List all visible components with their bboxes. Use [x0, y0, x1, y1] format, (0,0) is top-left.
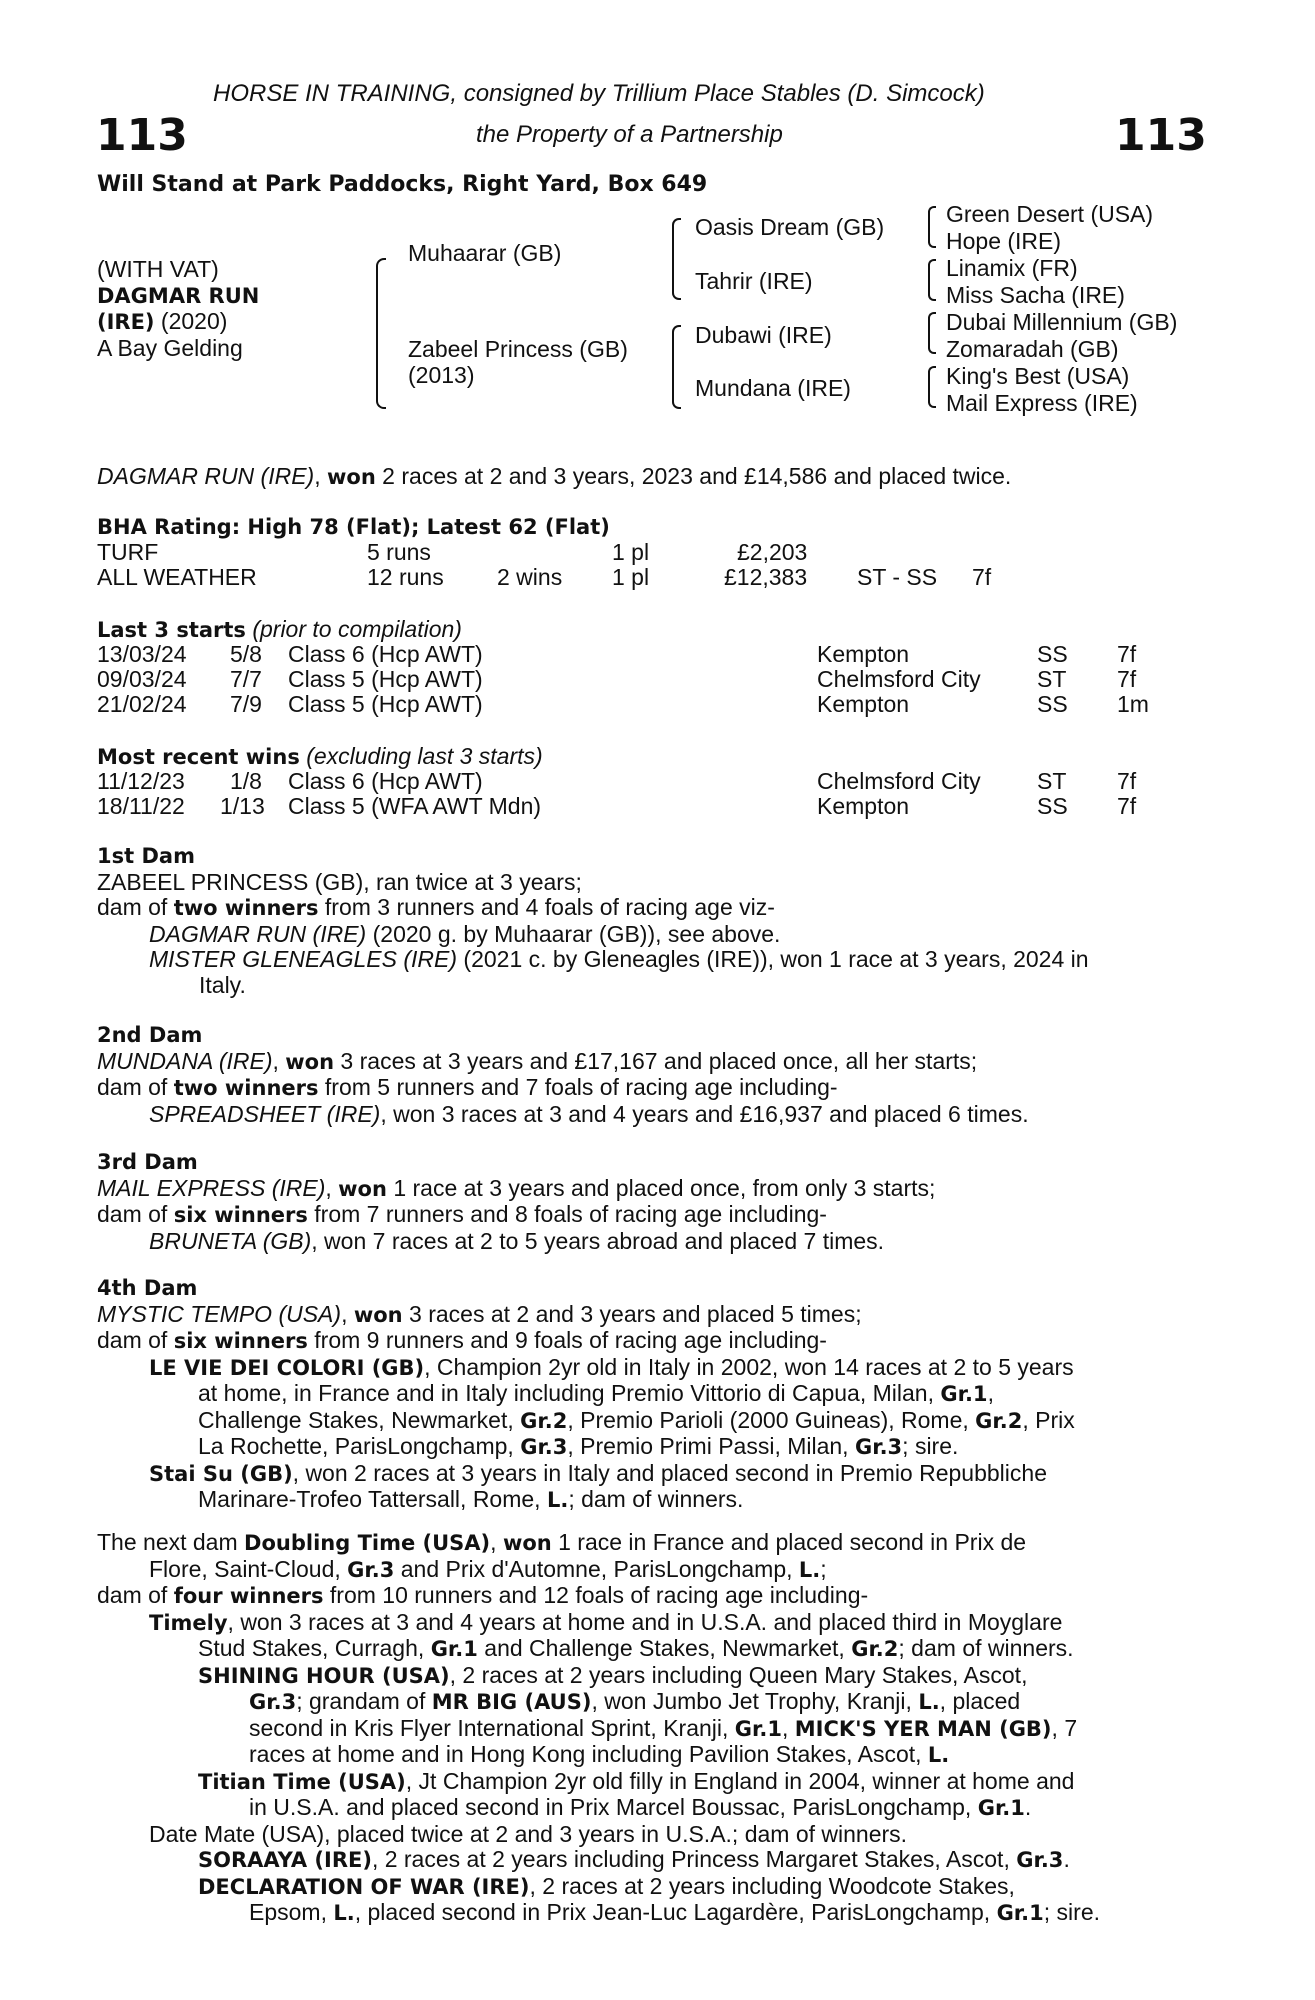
gg-brace-3	[928, 312, 936, 354]
text-segment: two winners	[173, 1076, 319, 1100]
text-segment: ,	[987, 1380, 994, 1406]
second-dam-section	[97, 1022, 1207, 1127]
text-segment: Chelmsford City	[817, 768, 981, 794]
text-segment: ; dam of winners.	[898, 1635, 1074, 1661]
text-segment: Italy.	[199, 971, 246, 998]
text-segment: , 2 races at 2 years including Woodcote Stakes,	[529, 1872, 1015, 1899]
text-line	[97, 895, 1207, 922]
text-segment: races at home and in Hong Kong including Pavilion Stakes, Ascot,	[249, 1741, 928, 1767]
text-segment: 1/8	[230, 768, 262, 794]
text-line	[97, 1583, 1207, 1610]
text-segment: , Champion 2yr old in Italy in 2002, won 14 races at 2 to 5 years	[424, 1353, 1074, 1380]
text-line	[97, 1716, 1207, 1743]
text-segment: MISTER GLENEAGLES (IRE)	[149, 946, 458, 972]
gg-3: Linamix (FR)	[946, 255, 1078, 281]
text-segment: MYSTIC TEMPO (USA)	[97, 1300, 342, 1327]
text-line	[97, 1149, 1207, 1176]
text-segment: , Jt Champion 2yr old filly in England in 2004, winner at home and	[405, 1767, 1075, 1794]
text-segment: Class 6 (Hcp AWT)	[288, 641, 483, 667]
text-segment: Challenge Stakes, Newmarket,	[198, 1406, 521, 1433]
text-line	[97, 1461, 1207, 1488]
text-segment: Stai Su (GB)	[149, 1461, 293, 1486]
dam-year: (2013)	[408, 362, 475, 388]
text-segment: , placed second in Prix Jean-Luc Lagardère, ParisLongchamp,	[354, 1899, 997, 1925]
gg-5: Dubai Millennium (GB)	[946, 309, 1178, 335]
gg-brace-1	[928, 206, 936, 248]
text-segment: from 7 runners and 8 foals of racing age including-	[307, 1201, 827, 1227]
text-segment: 7f	[1117, 793, 1137, 819]
text-segment: Gr.3	[249, 1690, 297, 1714]
text-segment: (2021 c. by Gleneagles (IRE)), won 1 race at 3 years, 2024 in	[457, 946, 1089, 972]
text-line	[97, 1530, 1207, 1557]
text-segment: BRUNETA (GB)	[149, 1227, 312, 1254]
text-line	[97, 947, 1207, 973]
text-segment: Timely	[149, 1610, 228, 1635]
text-segment: Class 5 (WFA AWT Mdn)	[288, 793, 542, 819]
text-segment: 12 runs	[367, 564, 444, 590]
text-segment: .	[1063, 1846, 1070, 1872]
text-segment: La Rochette, ParisLongchamp,	[198, 1433, 521, 1459]
sire-sire: Oasis Dream (GB)	[695, 214, 885, 240]
rating-row-all-weather	[97, 564, 1197, 590]
third-dam-title: 3rd Dam	[97, 1150, 198, 1174]
first-dam-title: 1st Dam	[97, 844, 195, 868]
text-segment: six winners	[173, 1329, 308, 1353]
text-line	[97, 1176, 1207, 1203]
text-line	[97, 1769, 1207, 1796]
text-segment: 1 race at 3 years and placed once, from only 3 starts;	[386, 1174, 936, 1201]
text-segment: Gr.3	[854, 1435, 903, 1459]
text-segment: Kempton	[817, 641, 910, 667]
text-line	[97, 1022, 1207, 1049]
gg-2: Hope (IRE)	[946, 228, 1062, 254]
text-segment: 7f	[1117, 641, 1137, 667]
text-line	[97, 1663, 1207, 1690]
text-segment: ZABEEL PRINCESS (GB), ran twice at 3 years;	[97, 868, 582, 895]
text-segment: 7/7	[230, 666, 262, 692]
horse-name: DAGMAR RUN	[97, 284, 260, 308]
text-segment: Doubling Time (USA)	[244, 1531, 491, 1555]
text-segment: won	[327, 465, 376, 489]
text-segment: 21/02/24	[97, 691, 187, 717]
recent-wins-title	[97, 743, 543, 770]
text-segment: 1 pl	[612, 564, 650, 590]
text-segment: LE VIE DEI COLORI (GB)	[149, 1355, 425, 1380]
text-line	[97, 922, 1207, 948]
last-start-row	[97, 641, 1197, 667]
property-line: the Property of a Partnership	[476, 121, 783, 148]
text-segment: SS	[1037, 641, 1068, 667]
text-segment: dam of	[97, 1327, 174, 1353]
text-segment: SORAAYA (IRE)	[198, 1848, 372, 1872]
text-segment: 7/9	[230, 691, 262, 717]
text-segment: 1 pl	[612, 539, 650, 565]
race-summary: DAGMAR RUN (IRE), won 2 races at 2 and 3 years, 2023 and £14,586 and placed twice.	[97, 463, 1012, 489]
text-segment: L.	[333, 1901, 355, 1925]
text-line	[97, 1202, 1207, 1229]
text-line	[97, 1102, 1207, 1128]
text-segment: £2,203	[737, 539, 808, 565]
text-line	[97, 1381, 1207, 1408]
gg-4: Miss Sacha (IRE)	[946, 282, 1125, 308]
text-segment: , won Jumbo Jet Trophy, Kranji,	[591, 1688, 919, 1714]
text-segment: ; grandam of	[296, 1688, 432, 1714]
text-segment: ; sire.	[902, 1433, 959, 1459]
text-segment: Gr.3	[520, 1435, 568, 1459]
first-dam-section	[97, 843, 1207, 998]
text-segment: 3 races at 2 and 3 years and placed 5 times;	[402, 1300, 862, 1327]
gg-6: Zomaradah (GB)	[946, 336, 1119, 362]
rating-row-turf	[97, 539, 1197, 565]
text-segment: ; sire.	[1043, 1899, 1100, 1925]
text-segment: dam of	[97, 1201, 174, 1227]
gg-7: King's Best (USA)	[946, 363, 1130, 389]
text-segment: MICK'S YER MAN (GB)	[794, 1716, 1052, 1741]
text-segment: , 7	[1051, 1714, 1078, 1741]
recent-win-row	[97, 768, 1197, 794]
text-segment: and Challenge Stakes, Newmarket,	[477, 1635, 852, 1661]
text-segment: , won 3 races at 3 and 4 years and £16,937 and placed 6 times.	[380, 1100, 1029, 1127]
last-start-row	[97, 691, 1197, 717]
text-segment: ALL WEATHER	[97, 564, 257, 590]
text-segment: (2020 g. by Muhaarar (GB)), see above.	[366, 920, 781, 947]
text-segment: DAGMAR RUN (IRE)	[149, 920, 367, 947]
text-segment: ,	[490, 1529, 503, 1555]
gg-1: Green Desert (USA)	[946, 201, 1154, 227]
text-segment: 5/8	[230, 641, 262, 667]
text-segment: 09/03/24	[97, 666, 187, 692]
text-segment: ST - SS	[857, 564, 938, 590]
text-segment: Class 6 (Hcp AWT)	[288, 768, 483, 794]
text-segment: SPREADSHEET (IRE)	[149, 1100, 381, 1127]
text-segment: Gr.2	[520, 1408, 568, 1433]
text-line	[97, 1229, 1207, 1255]
text-segment: Titian Time (USA)	[198, 1769, 406, 1794]
text-segment: Gr.3	[1016, 1848, 1064, 1872]
text-segment: SHINING HOUR (USA)	[198, 1663, 450, 1688]
text-segment: 7f	[1117, 768, 1137, 794]
text-segment: six winners	[173, 1203, 308, 1227]
text-segment: Kempton	[817, 793, 910, 819]
dam-name: Zabeel Princess (GB)	[408, 336, 628, 362]
horse-description: A Bay Gelding	[97, 335, 243, 361]
text-segment: 3 races at 3 years and £17,167 and placed once, all her starts;	[334, 1047, 978, 1074]
text-line	[97, 1487, 1207, 1514]
text-segment: , 2 races at 2 years including Queen Mary Stakes, Ascot,	[449, 1661, 1028, 1688]
text-line	[97, 1900, 1207, 1927]
text-segment: DECLARATION OF WAR (IRE)	[198, 1874, 530, 1899]
text-segment: 1 race in France and placed second in Prix de	[551, 1529, 1027, 1555]
text-segment: , 2 races at 2 years including Princess Margaret Stakes, Ascot,	[371, 1846, 1017, 1872]
text-segment: 11/12/23	[97, 768, 185, 794]
text-segment: MAIL EXPRESS (IRE)	[97, 1174, 326, 1201]
text-segment: ,	[272, 1047, 286, 1074]
text-segment: Gr.1	[430, 1637, 478, 1661]
text-segment: dam of	[97, 1582, 174, 1608]
text-segment: Most recent wins	[97, 745, 300, 769]
text-line	[97, 1049, 1207, 1076]
text-segment: Gr.1	[734, 1716, 782, 1741]
text-segment: Marinare-Trofeo Tattersall, Rome,	[198, 1486, 547, 1512]
text-segment: MUNDANA (IRE)	[97, 1047, 273, 1074]
text-segment: won	[338, 1176, 387, 1201]
text-segment: from 10 runners and 12 foals of racing age including-	[323, 1582, 869, 1608]
text-segment: , Prix	[1022, 1406, 1075, 1433]
text-segment: , Premio Primi Passi, Milan,	[567, 1433, 855, 1459]
text-segment: from 5 runners and 7 foals of racing age including-	[318, 1074, 838, 1100]
vat-label: (WITH VAT)	[97, 256, 219, 282]
sire-name: Muhaarar (GB)	[408, 240, 562, 266]
text-segment: 1m	[1117, 691, 1149, 717]
text-segment: Class 5 (Hcp AWT)	[288, 666, 483, 692]
bha-rating-title: BHA Rating: High 78 (Flat); Latest 62 (Flat)	[97, 515, 610, 539]
text-line	[97, 1636, 1207, 1663]
horse-origin: (IRE)	[97, 310, 155, 334]
text-segment: .	[1024, 1794, 1032, 1820]
text-segment: 13/03/24	[97, 641, 187, 667]
text-segment: at home, in France and in Italy including Premio Vittorio di Capua, Milan,	[198, 1380, 941, 1406]
text-segment: TURF	[97, 539, 159, 565]
text-segment: SS	[1037, 691, 1068, 717]
text-line	[97, 1408, 1207, 1435]
text-segment: Class 5 (Hcp AWT)	[288, 691, 483, 717]
text-segment: , won 3 races at 3 and 4 years at home and in U.S.A. and placed third in Moyglare	[227, 1608, 1063, 1635]
text-segment: 2 races at 2 and 3 years, 2023 and £14,586 and placed twice.	[375, 463, 1012, 489]
text-line	[97, 1689, 1207, 1716]
pedigree-brace-main	[376, 258, 386, 409]
text-segment: Last 3 starts	[97, 618, 246, 642]
text-segment: L.	[798, 1557, 821, 1582]
text-segment: 7f	[1117, 666, 1137, 692]
horse-origin-line	[97, 308, 227, 335]
text-segment: 7f	[972, 564, 992, 590]
text-line	[97, 1302, 1207, 1329]
text-segment: The next dam	[97, 1529, 245, 1555]
text-line	[97, 1610, 1207, 1637]
text-segment: second in Kris Flyer International Sprint, Kranji,	[249, 1714, 735, 1741]
next-dam-section	[97, 1530, 1207, 1927]
text-segment: , Premio Parioli (2000 Guineas), Rome,	[567, 1406, 976, 1433]
second-dam-title: 2nd Dam	[97, 1023, 203, 1047]
text-segment: (excluding last 3 starts)	[306, 743, 543, 769]
text-segment: , won 2 races at 3 years in Italy and placed second in Premio Repubbliche	[292, 1459, 1047, 1486]
dam-sire: Dubawi (IRE)	[695, 322, 832, 348]
text-line	[97, 1847, 1207, 1874]
text-segment: L.	[927, 1743, 950, 1767]
fourth-dam-section	[97, 1275, 1207, 1514]
text-segment: dam of	[97, 1074, 174, 1100]
text-segment: DAGMAR RUN (IRE)	[97, 463, 315, 489]
text-segment: 1/13	[220, 793, 265, 819]
text-segment: won	[353, 1302, 403, 1327]
text-line	[97, 1075, 1207, 1102]
third-dam-section	[97, 1149, 1207, 1254]
text-line	[97, 1434, 1207, 1461]
text-segment: 2 wins	[497, 564, 563, 590]
horse-name-line	[97, 282, 259, 309]
gg-8: Mail Express (IRE)	[946, 390, 1138, 416]
last-starts-title	[97, 616, 462, 643]
recent-win-row	[97, 793, 1197, 819]
text-segment: Flore, Saint-Cloud,	[149, 1555, 348, 1582]
text-line	[97, 1742, 1207, 1769]
text-segment: Gr.3	[347, 1557, 395, 1582]
text-segment: ST	[1037, 666, 1067, 692]
text-segment: L.	[918, 1690, 940, 1714]
text-segment: won	[285, 1049, 335, 1074]
text-segment: ,	[341, 1300, 354, 1327]
text-segment: (prior to compilation)	[252, 616, 462, 642]
text-line	[97, 1557, 1207, 1584]
text-line	[97, 843, 1207, 870]
text-segment: ; dam of winners.	[568, 1486, 744, 1512]
text-line	[97, 1355, 1207, 1382]
horse-year: (2020)	[160, 308, 228, 334]
text-segment: , won 7 races at 2 to 5 years abroad and placed 7 times.	[311, 1227, 885, 1254]
text-segment: Gr.1	[977, 1796, 1025, 1820]
consignor-line: HORSE IN TRAINING, consigned by Trillium Place Stables (D. Simcock)	[213, 80, 985, 107]
text-segment: Epsom,	[249, 1899, 334, 1925]
text-segment: and Prix d'Automne, ParisLongchamp,	[394, 1555, 799, 1582]
fourth-dam-title: 4th Dam	[97, 1276, 198, 1300]
text-segment: Stud Stakes, Curragh,	[198, 1635, 431, 1661]
dam-brace	[672, 325, 681, 409]
text-segment: L.	[546, 1488, 569, 1512]
text-segment: Gr.1	[940, 1382, 988, 1406]
text-segment: in U.S.A. and placed second in Prix Marcel Boussac, ParisLongchamp,	[249, 1794, 978, 1820]
gg-brace-2	[928, 259, 936, 301]
text-segment: from 3 runners and 4 foals of racing age viz-	[318, 894, 775, 920]
text-segment: Chelmsford City	[817, 666, 981, 692]
sire-brace	[672, 218, 681, 300]
lot-number-right: 113	[1115, 110, 1207, 161]
text-segment: , placed	[939, 1688, 1021, 1714]
text-segment: Kempton	[817, 691, 910, 717]
text-segment: Gr.2	[975, 1408, 1023, 1433]
stand-location: Will Stand at Park Paddocks, Right Yard, Box 649	[97, 172, 708, 197]
text-segment: four winners	[173, 1584, 324, 1608]
text-segment: SS	[1037, 793, 1068, 819]
text-segment: MR BIG (AUS)	[431, 1690, 592, 1714]
text-segment: Date Mate (USA), placed twice at 2 and 3 years in U.S.A.; dam of winners.	[149, 1820, 908, 1847]
dam-dam: Mundana (IRE)	[695, 375, 851, 401]
text-segment: £12,383	[724, 564, 808, 590]
last-start-row	[97, 666, 1197, 692]
text-segment: 18/11/22	[97, 793, 185, 819]
text-segment: ,	[781, 1714, 795, 1741]
text-line	[97, 1874, 1207, 1901]
text-segment: won	[502, 1531, 552, 1555]
text-segment: Gr.2	[851, 1637, 899, 1661]
lot-number-left: 113	[96, 110, 188, 161]
text-line	[97, 1275, 1207, 1302]
text-segment: from 9 runners and 9 foals of racing age including-	[307, 1327, 827, 1353]
text-segment: ,	[325, 1174, 339, 1201]
text-line	[97, 1795, 1207, 1822]
text-segment: dam of	[97, 894, 174, 920]
text-segment: Gr.1	[996, 1901, 1044, 1925]
text-segment: ;	[820, 1555, 827, 1582]
text-segment: 5 runs	[367, 539, 431, 565]
text-segment: two winners	[173, 896, 319, 920]
sire-dam: Tahrir (IRE)	[695, 268, 813, 294]
text-segment: ST	[1037, 768, 1067, 794]
text-line	[97, 1328, 1207, 1355]
gg-brace-4	[928, 366, 936, 408]
